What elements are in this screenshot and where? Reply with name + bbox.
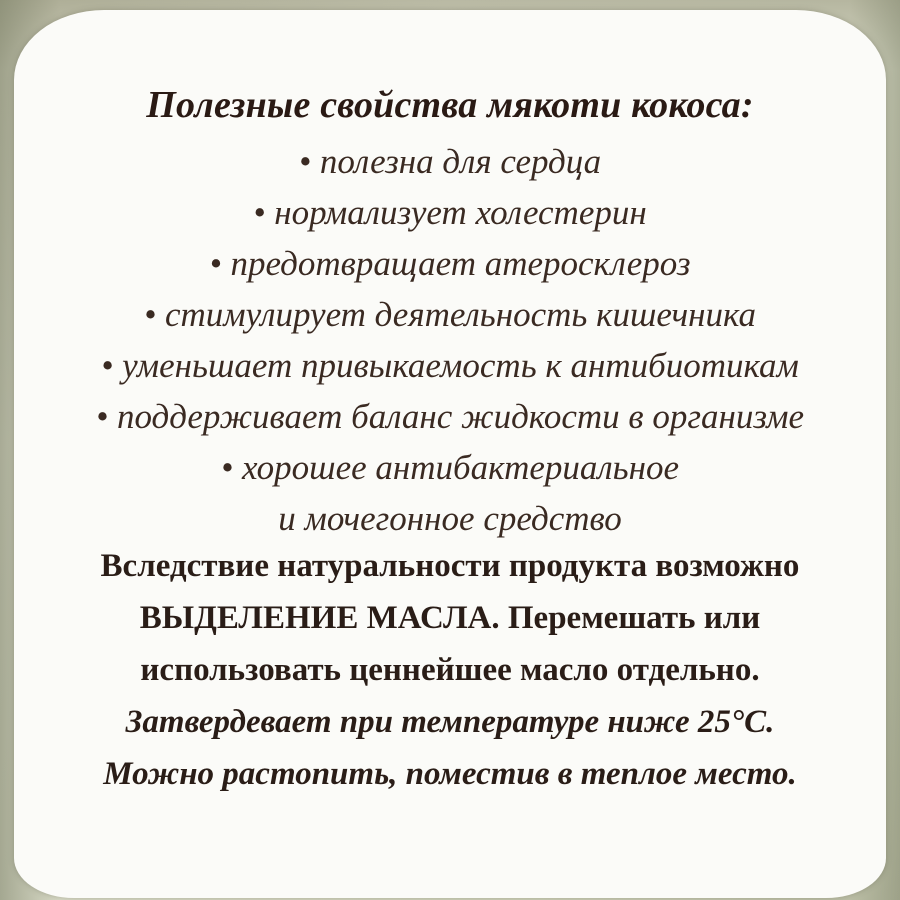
benefit-item: • нормализует холестерин xyxy=(253,193,647,232)
benefit-item: • полезна для сердца xyxy=(298,142,602,181)
oil-notice-line: ВЫДЕЛЕНИЕ МАСЛА. Перемешать или xyxy=(139,600,761,636)
benefit-item: • хорошее антибактериальное xyxy=(221,448,679,487)
benefits-heading: Полезные свойства мякоти кокоса: xyxy=(146,84,754,126)
benefit-item: • поддерживает баланс жидкости в организме xyxy=(95,397,805,436)
benefit-item-continuation: и мочегонное средство xyxy=(278,499,622,538)
oil-notice-line: использовать ценнейшее масло отдельно. xyxy=(140,652,760,688)
benefit-item: • предотвращает атеросклероз xyxy=(209,244,691,283)
storage-note-line: Можно растопить, поместив в теплое место. xyxy=(103,756,797,792)
benefit-item: • стимулирует деятельность кишечника xyxy=(143,295,757,334)
oil-notice-line: Вследствие натуральности продукта возможно xyxy=(100,548,800,584)
storage-note-line: Затвердевает при температуре ниже 25°С. xyxy=(125,704,775,740)
benefit-item: • уменьшает привыкаемость к антибиотикам xyxy=(101,346,799,385)
